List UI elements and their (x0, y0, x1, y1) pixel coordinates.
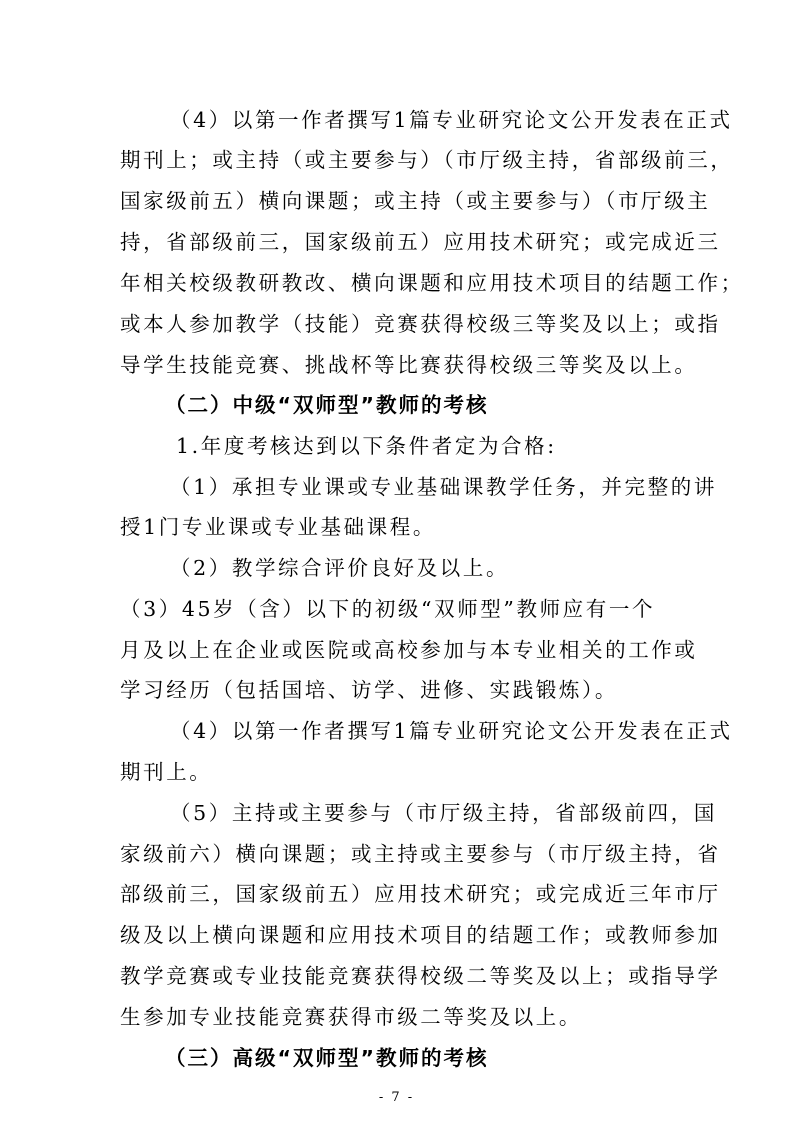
paragraph-line: 教学竞赛或专业技能竞赛获得校级二等奖及以上；或指导学 (120, 964, 721, 988)
paragraph-line: 年相关校级教研教改、横向课题和应用技术项目的结题工作； (120, 271, 744, 295)
paragraph-line: 1.年度考核达到以下条件者定为合格: (176, 434, 557, 458)
paragraph-line: 期刊上；或主持（或主要参与）（市厅级主持，省部级前三， (120, 148, 734, 172)
paragraph-line: （4）以第一作者撰写1篇专业研究论文公开发表在正式 (170, 108, 733, 132)
paragraph-line: （4）以第一作者撰写1篇专业研究论文公开发表在正式 (170, 719, 733, 743)
paragraph-line: 持，省部级前三，国家级前五）应用技术研究；或完成近三 (120, 230, 721, 254)
section-heading: （二）中级“双师型”教师的考核 (165, 393, 489, 417)
section-heading: （三）高级“双师型”教师的考核 (165, 1046, 489, 1070)
paragraph-line: 月及以上在企业或医院或高校参加与本专业相关的工作或 (120, 638, 698, 662)
paragraph-line: 授1门专业课或专业基础课程。 (120, 515, 436, 539)
paragraph-line: 级及以上横向课题和应用技术项目的结题工作；或教师参加 (120, 923, 721, 947)
paragraph-line: （2）教学综合评价良好及以上。 (170, 556, 510, 580)
paragraph-line: （5）主持或主要参与（市厅级主持，省部级前四，国 (170, 801, 717, 825)
paragraph-line: （1）承担专业课或专业基础课教学任务，并完整的讲 (170, 475, 717, 499)
paragraph-line: 国家级前五）横向课题；或主持（或主要参与）（市厅级主 (120, 189, 711, 213)
paragraph-line: 生参加专业技能竞赛获得市级二等奖及以上。 (120, 1005, 582, 1029)
paragraph-line: 导学生技能竞赛、挑战杯等比赛获得校级三等奖及以上。 (120, 353, 698, 377)
paragraph-line: 期刊上。 (120, 760, 213, 784)
paragraph-line: 部级前三，国家级前五）应用技术研究；或完成近三年市厅 (120, 882, 721, 906)
paragraph-line: 学习经历（包括国培、访学、进修、实践锻炼）。 (120, 678, 618, 702)
page-number: - 7 - (378, 1090, 415, 1105)
paragraph-line: （3）45岁（含）以下的初级“双师型”教师应有一个 (120, 597, 656, 621)
paragraph-line: 家级前六）横向课题；或主持或主要参与（市厅级主持，省 (120, 842, 721, 866)
paragraph-line: 或本人参加教学（技能）竞赛获得校级三等奖及以上；或指 (120, 312, 721, 336)
